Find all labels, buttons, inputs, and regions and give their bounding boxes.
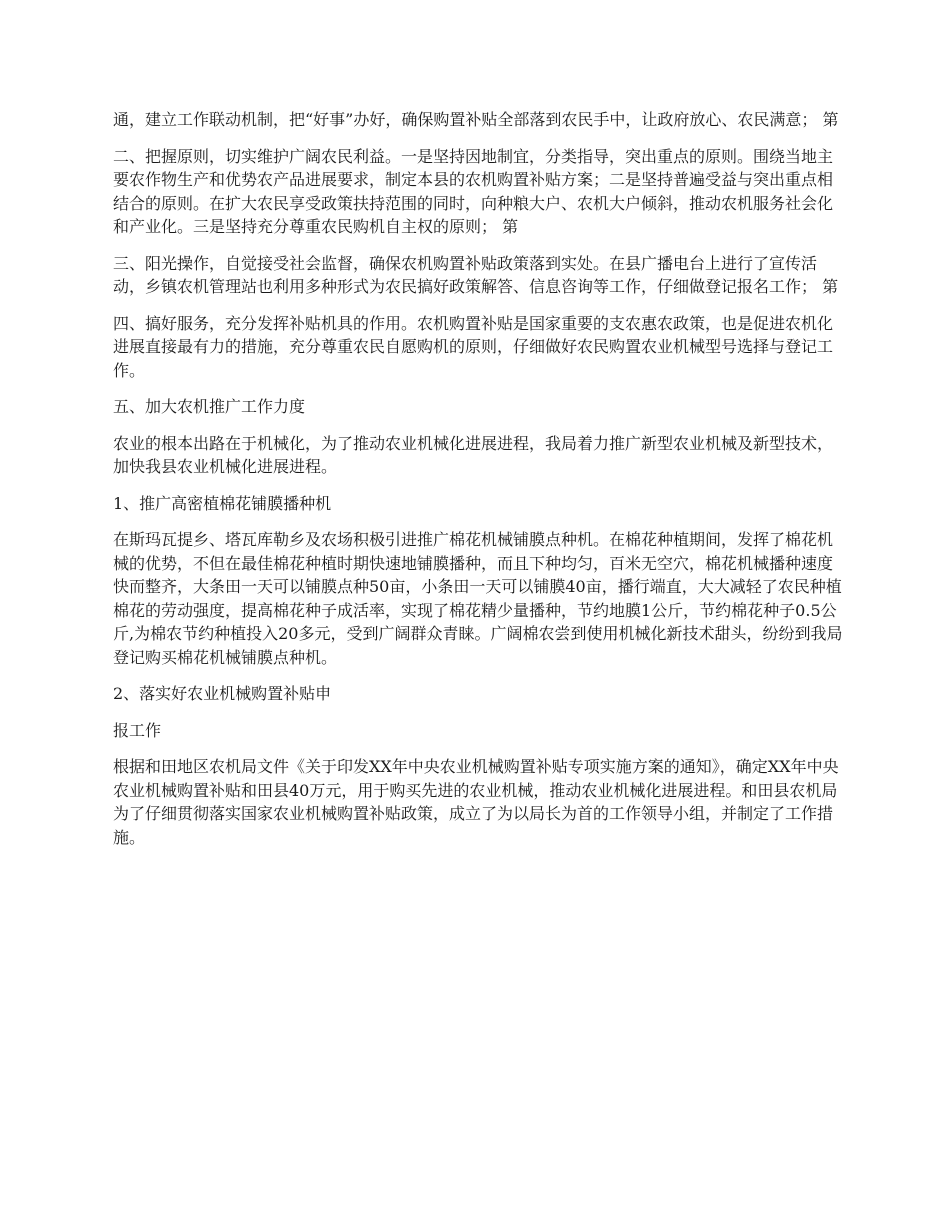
- paragraph-cotton-seeder: 在斯玛瓦提乡、塔瓦库勒乡及农场积极引进推广棉花机械铺膜点种机。在棉花种植期间，发挥了棉花机械的优势，不但在最佳棉花种植时期快速地铺膜播种，而且下种均匀，百米无空穴，棉花机械播种速度快而整齐，大条田一天可以铺膜点种50亩，小条田一天可以铺膜40亩，播行端直，大大减轻了农民种植棉花的劳动强度，提高棉花种子成活率，实现了棉花精少量播种，节约地膜1公斤，节约棉花种子0.5公斤,为棉农节约种植投入20多元，受到广阔群众青睐。广阔棉农尝到使用机械化新技术甜头，纷纷到我局登记购买棉花机械铺膜点种机。: [113, 530, 843, 667]
- paragraph-continuation: 通，建立工作联动机制，把“好事”办好，确保购置补贴全部落到农民手中，让政府放心、农民满意； 第: [113, 110, 839, 129]
- paragraph-sunshine-operation: 三、阳光操作，自觉接受社会监督，确保农机购置补贴政策落到实处。在县广播电台上进行了宣传活动，乡镇农机管理站也利用多种形式为农民搞好政策解答、信息咨询等工作，仔细做登记报名工作； 第: [113, 253, 839, 296]
- subheading-subsidy-application-cont: 报工作: [113, 720, 162, 740]
- document-body: [113, 108, 843, 862]
- paragraph-mechanization: 农业的根本出路在于机械化，为了推动农业机械化进展进程，我局着力推广新型农业机械及新型技术，加快我县农业机械化进展进程。: [113, 433, 834, 476]
- section-heading-promotion: 五、加大农机推广工作力度: [113, 397, 306, 416]
- subheading-cotton-seeder: 1、推广高密植棉花铺膜播种机: [113, 493, 332, 513]
- subheading-subsidy-application: 2、落实好农业机械购置补贴申: [113, 684, 332, 703]
- paragraph-principles: 二、把握原则，切实维护广阔农民利益。一是坚持因地制宜，分类指导，突出重点的原则。围绕当地主要农作物生产和优势农产品进展要求，制定本县的农机购置补贴方案；二是坚持普遍受益与突出重点相结合的原则。在扩大农民享受政策扶持范围的同时，向种粮大户、农机大户倾斜，推动农机服务社会化和产业化。三是坚持充分尊重农民购机自主权的原则； 第: [113, 146, 834, 236]
- paragraph-subsidy-details: 根据和田地区农机局文件《关于印发XX年中央农业机械购置补贴专项实施方案的通知》，确定XX年中央农业机械购置补贴和田县40万元，用于购买先进的农业机械，推动农业机械化进展进程。和田县农机局为了仔细贯彻落实国家农业机械购置补贴政策，成立了为以局长为首的工作领导小组，并制定了工作措施。: [113, 757, 839, 847]
- paragraph-service: 四、搞好服务，充分发挥补贴机具的作用。农机购置补贴是国家重要的支农惠农政策，也是促进农机化进展直接最有力的措施，充分尊重农民自愿购机的原则，仔细做好农民购置农业机械型号选择与登记工作。: [113, 313, 834, 380]
